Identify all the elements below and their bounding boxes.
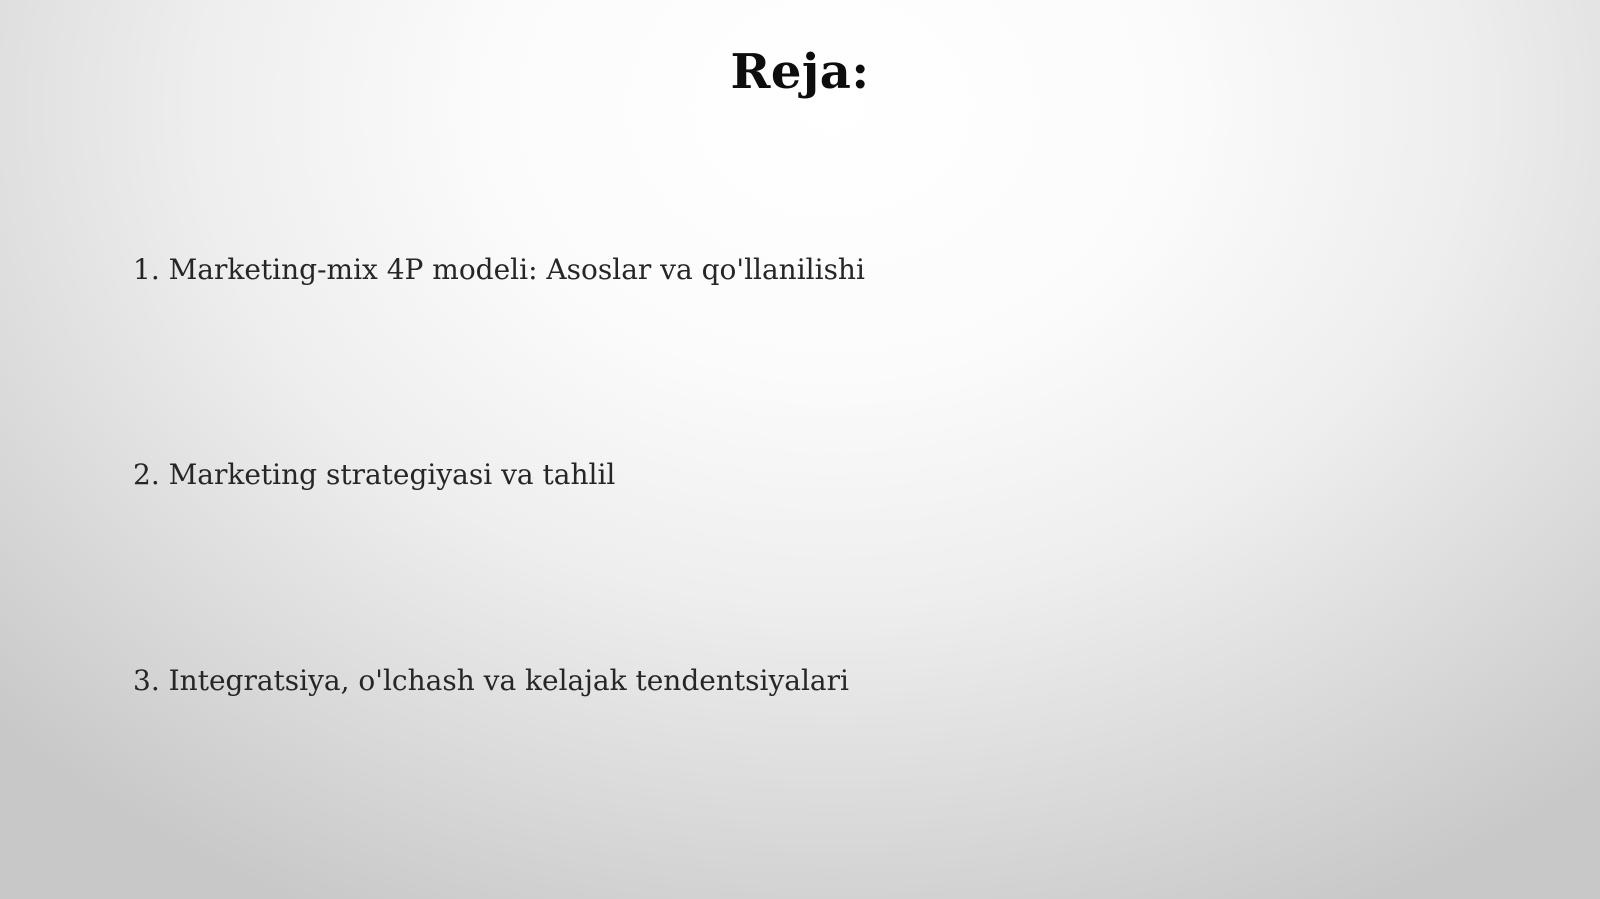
plan-item-1: 1. Marketing-mix 4P modeli: Asoslar va qo'llanilishi	[133, 253, 865, 286]
plan-item-3: 3. Integratsiya, o'lchash va kelajak tendentsiyalari	[133, 664, 849, 697]
slide-title: Reja:	[730, 44, 870, 100]
plan-item-2: 2. Marketing strategiyasi va tahlil	[133, 458, 616, 491]
